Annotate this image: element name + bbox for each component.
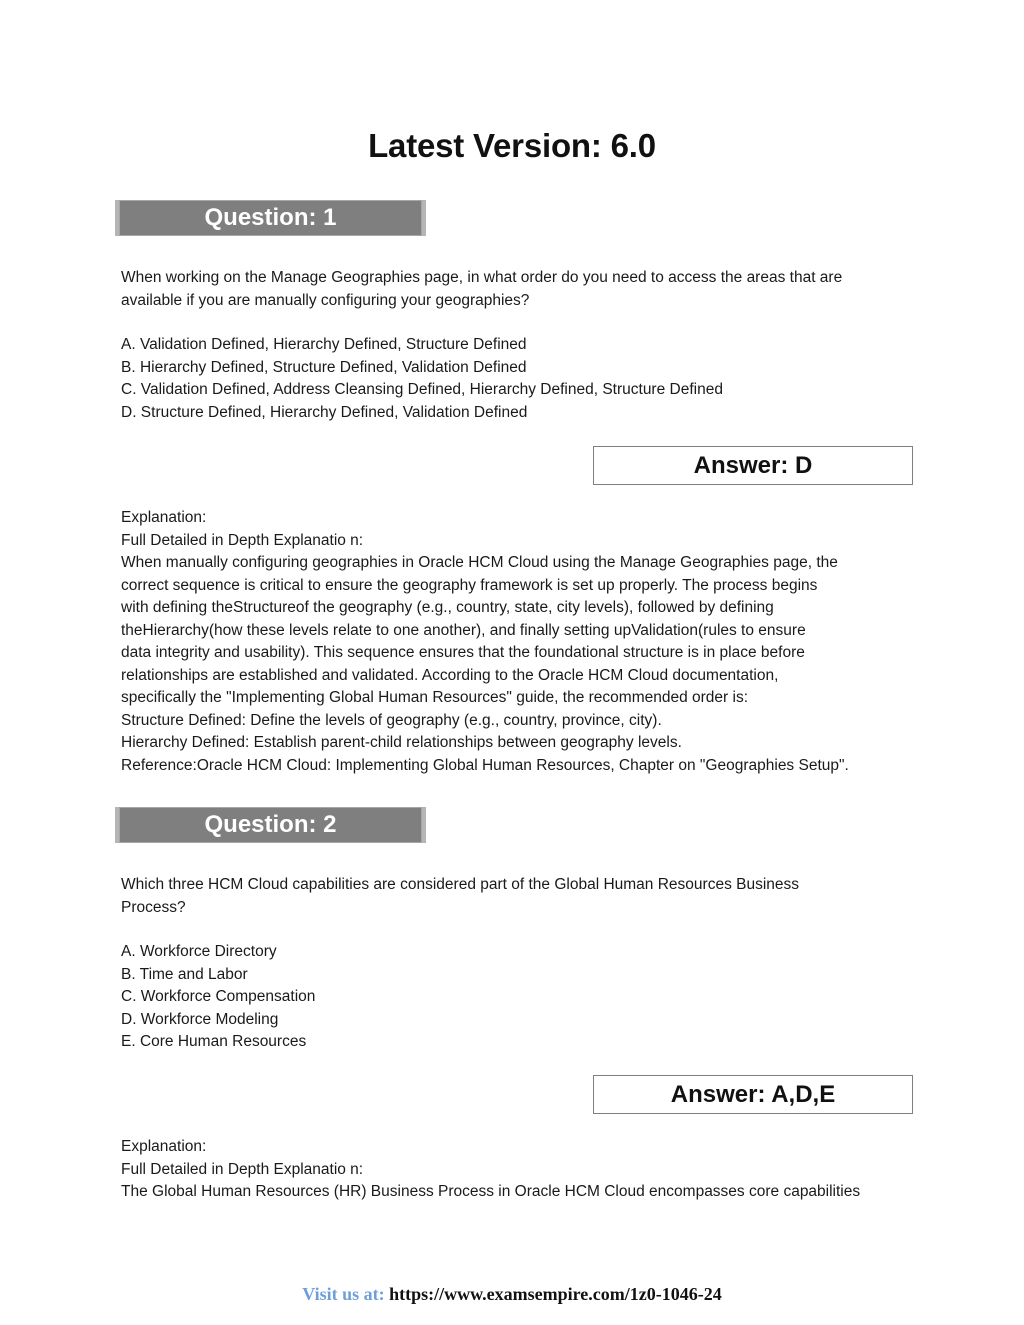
question-1-options [121, 334, 921, 424]
question-1-stem [121, 267, 921, 312]
explanation-line: relationships are established and validated. According to the Oracle HCM Cloud documentation, [121, 666, 779, 684]
explanation-line: The Global Human Resources (HR) Business Process in Oracle HCM Cloud encompasses core capabilities [121, 1183, 861, 1200]
question-1-option-a: A. Validation Defined, Hierarchy Defined, Structure Defined [121, 336, 527, 353]
footer-visit-label: Visit us at: [302, 1284, 385, 1304]
question-1-stem-line: available if you are manually configuring your geographies? [121, 291, 530, 309]
question-2-header [115, 807, 426, 843]
explanation-line: Explanation: [121, 1138, 207, 1155]
explanation-line: When manually configuring geographies in Oracle HCM Cloud using the Manage Geographies page, the [121, 554, 838, 571]
explanation-line: data integrity and usability). This sequence ensures that the foundational structure is in place before [121, 644, 805, 661]
explanation-line: specifically the "Implementing Global Human Resources" guide, the recommended order is: [121, 689, 749, 706]
explanation-line: Full Detailed in Depth Explanatio n: [121, 531, 364, 549]
question-2-explanation [121, 1136, 921, 1204]
question-2-option-e: E. Core Human Resources [121, 1033, 307, 1050]
question-1-header-label: Question: 1 [204, 204, 337, 231]
question-1-option-b: B. Hierarchy Defined, Structure Defined, Validation Defined [121, 358, 527, 376]
question-2-answer-box [593, 1075, 913, 1114]
question-2-option-a: A. Workforce Directory [121, 943, 277, 960]
explanation-line: Full Detailed in Depth Explanatio n: [121, 1160, 364, 1178]
explanation-line: with defining theStructureof the geography (e.g., country, state, city levels), followed by defining [121, 599, 774, 616]
explanation-line: Structure Defined: Define the levels of geography (e.g., country, province, city). [121, 711, 662, 729]
question-1-header [115, 200, 426, 236]
question-1-answer: Answer: D [693, 452, 813, 479]
explanation-line: Hierarchy Defined: Establish parent-child relationships between geography levels. [121, 734, 682, 751]
explanation-line: theHierarchy(how these levels relate to one another), and finally setting upValidation(rules to ensure [121, 621, 806, 639]
question-2-stem-line: Which three HCM Cloud capabilities are considered part of the Global Human Resources Business [121, 876, 800, 893]
question-2-stem-line: Process? [121, 898, 186, 916]
explanation-line: correct sequence is critical to ensure the geography framework is set up properly. The process begins [121, 576, 818, 594]
question-2-option-b: B. Time and Labor [121, 965, 248, 983]
footer-url-link[interactable]: https://www.examsempire.com/1z0-1046-24 [389, 1284, 722, 1304]
question-2-header-label: Question: 2 [204, 811, 337, 838]
question-1-option-c: C. Validation Defined, Address Cleansing Defined, Hierarchy Defined, Structure Defined [121, 381, 723, 398]
question-2-options [121, 941, 921, 1054]
question-1-answer-box [593, 446, 913, 485]
question-2-option-d: D. Workforce Modeling [121, 1010, 279, 1028]
question-1-option-d: D. Structure Defined, Hierarchy Defined, Validation Defined [121, 403, 528, 421]
explanation-line: Explanation: [121, 509, 207, 526]
question-2-answer: Answer: A,D,E [670, 1081, 836, 1108]
question-1-stem-line: When working on the Manage Geographies page, in what order do you need to access the areas that are [121, 269, 843, 286]
question-2-option-c: C. Workforce Compensation [121, 988, 316, 1005]
explanation-line: Reference:Oracle HCM Cloud: Implementing Global Human Resources, Chapter on "Geographies Setup". [121, 756, 849, 774]
question-1-explanation [121, 507, 921, 777]
footer [0, 1282, 1024, 1306]
page-title: Latest Version: 6.0 [368, 127, 656, 164]
question-2-stem [121, 874, 921, 919]
